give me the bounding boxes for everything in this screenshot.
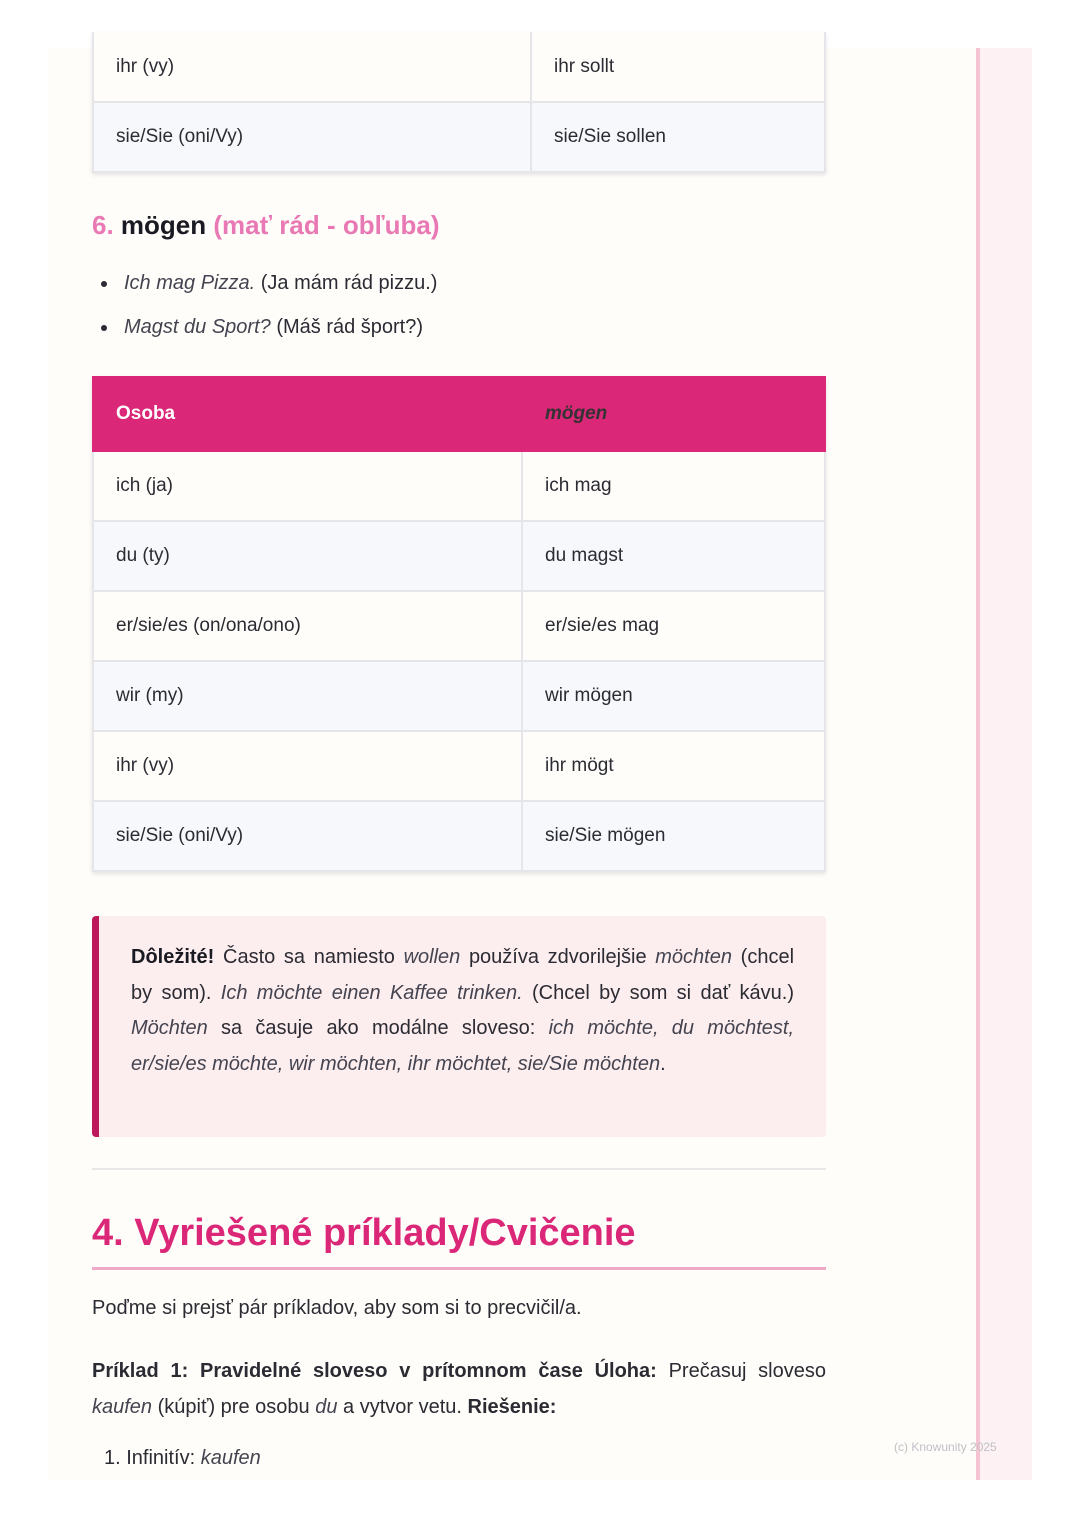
form-cell: sie/Sie mögen — [522, 801, 825, 871]
person-cell: du (ty) — [93, 521, 522, 591]
mogen-conjugation-table — [92, 376, 826, 872]
table-header-row — [93, 377, 825, 451]
step-label: Infinitív: — [126, 1447, 201, 1469]
table-row — [93, 521, 825, 591]
note-text: používa zdvorilejšie — [460, 946, 656, 968]
intro-paragraph: Poďme si prejsť pár príkladov, aby som si to precvičil/a. — [92, 1297, 582, 1319]
example-italic: kaufen — [92, 1395, 153, 1418]
important-note-callout — [92, 916, 826, 1137]
table-row — [93, 731, 825, 801]
form-cell: ihr sollt — [531, 32, 825, 102]
note-text: Často sa namiesto — [214, 946, 404, 968]
person-cell: sie/Sie (oni/Vy) — [93, 801, 522, 871]
form-cell: er/sie/es mag — [522, 591, 825, 661]
person-cell: ihr (vy) — [93, 32, 531, 102]
example-text: a vytvor vetu. — [337, 1395, 468, 1418]
example-text: Prečasuj sloveso — [656, 1360, 826, 1382]
section-heading: 4. Vyriešené príklady/Cvičenie — [92, 1212, 826, 1270]
person-cell: ich (ja) — [93, 451, 522, 521]
header-person: Osoba — [93, 377, 522, 451]
example-list — [92, 265, 437, 353]
table-row — [93, 591, 825, 661]
form-cell: wir mögen — [522, 661, 825, 731]
table-row — [93, 102, 825, 172]
list-item — [92, 265, 437, 309]
example-italic: du — [315, 1395, 338, 1418]
note-text: (Chcel by som si dať kávu.) — [522, 981, 794, 1004]
step-value: kaufen — [200, 1447, 261, 1469]
person-cell: sie/Sie (oni/Vy) — [93, 102, 531, 172]
note-italic: Möchten — [131, 1017, 208, 1039]
note-text: . — [660, 1052, 666, 1075]
person-cell: wir (my) — [93, 661, 522, 731]
table-row — [93, 451, 825, 521]
example-title: Príklad 1: Pravidelné sloveso v prítomnom čase Úloha: — [92, 1360, 657, 1382]
note-text: sa časuje ako modálne sloveso: — [207, 1017, 549, 1039]
example-text: (kúpiť) pre osobu — [152, 1395, 316, 1418]
form-cell: ich mag — [522, 451, 825, 521]
section-number: 6. — [92, 210, 114, 240]
steps-list — [92, 1447, 261, 1470]
table-row — [93, 32, 825, 102]
solution-label: Riešenie: — [467, 1395, 557, 1418]
verb-meaning: (mať rád - obľuba) — [213, 210, 440, 240]
section-divider — [92, 1168, 826, 1170]
note-text: (chcel by som). — [131, 946, 795, 1004]
table-row — [93, 801, 825, 871]
form-cell: ihr mögt — [522, 731, 825, 801]
note-italic: ich möchte, du möchtest, er/sie/es möchte, wir möchten, ihr möchtet, sie/Sie möchten — [131, 1017, 795, 1075]
german-example: Magst du Sport? — [124, 316, 271, 338]
verb-section-heading — [92, 210, 440, 241]
header-verb: mögen — [522, 377, 825, 451]
copyright-footer: (c) Knowunity 2025 — [894, 1440, 997, 1454]
form-cell: sie/Sie sollen — [531, 102, 825, 172]
note-italic: Ich möchte einen Kaffee trinken. — [220, 981, 523, 1004]
german-example: Ich mag Pizza. — [124, 272, 256, 294]
form-cell: du magst — [522, 521, 825, 591]
example-paragraph — [92, 1354, 826, 1425]
table-row — [93, 661, 825, 731]
list-item — [92, 309, 437, 353]
translation: (Ja mám rád pizzu.) — [260, 272, 438, 294]
note-label: Dôležité! — [131, 946, 215, 968]
note-italic: wollen — [403, 946, 461, 968]
right-margin-band — [976, 48, 1032, 1480]
sollen-table-continued — [92, 32, 826, 173]
person-cell: ihr (vy) — [93, 731, 522, 801]
step-number: 1. — [104, 1447, 121, 1469]
person-cell: er/sie/es (on/ona/ono) — [93, 591, 522, 661]
verb-title: mögen — [120, 210, 207, 240]
translation: (Máš rád šport?) — [276, 316, 424, 338]
note-italic: möchten — [655, 946, 732, 968]
